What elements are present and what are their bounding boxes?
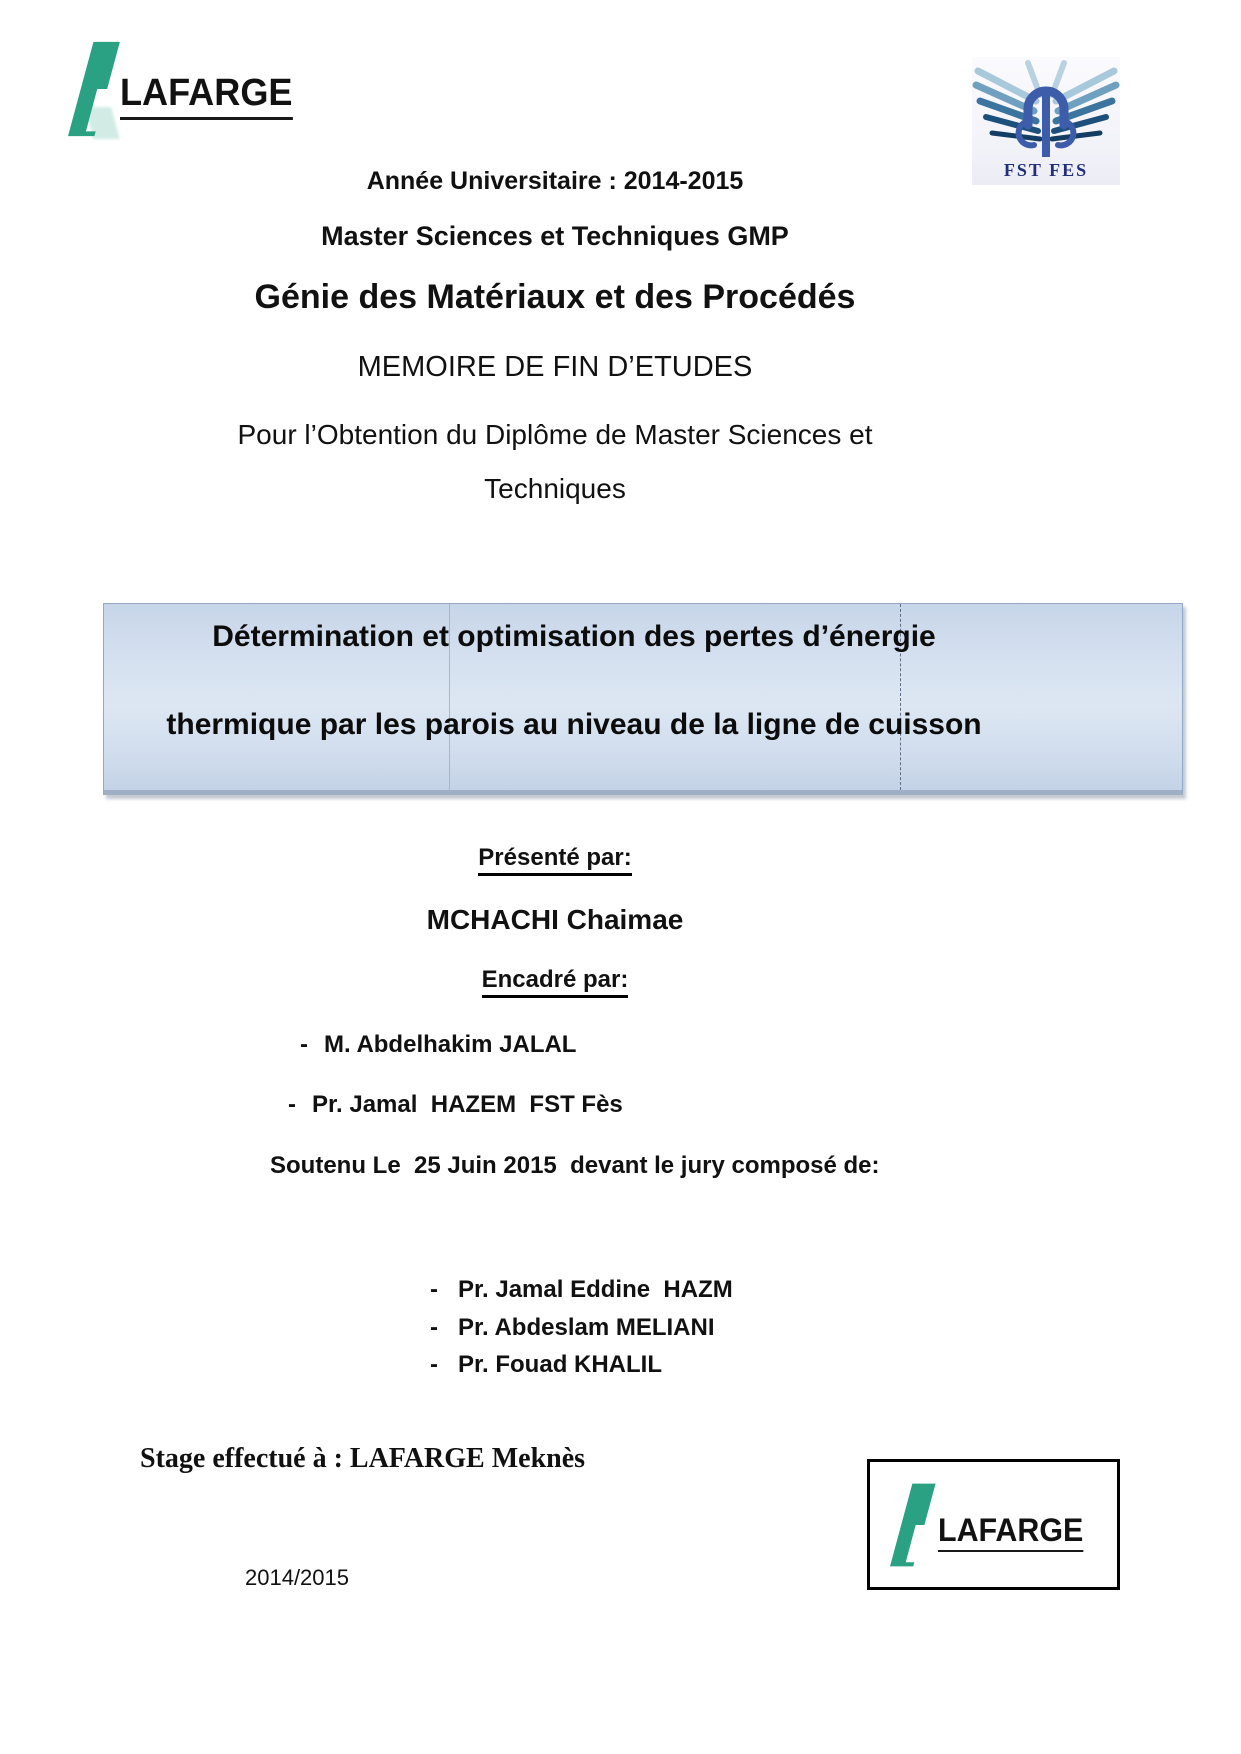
supervised-by-label: Encadré par:: [0, 967, 1110, 998]
supervisor-name: Pr. Jamal HAZEM FST Fès: [312, 1091, 623, 1118]
title-banner: [103, 603, 1183, 795]
dash: -: [300, 1031, 308, 1058]
memoir-title: MEMOIRE DE FIN D’ETUDES: [357, 351, 753, 383]
jury-member: [430, 1276, 733, 1304]
footer-year: 2014/2015: [245, 1565, 349, 1590]
jury-member: [430, 1314, 733, 1342]
presented-by-label: Présenté par:: [0, 845, 1110, 876]
jury-member: [430, 1351, 733, 1379]
lafarge-logo-label: LAFARGE: [938, 1514, 1083, 1552]
defense-date-line: Soutenu Le 25 Juin 2015 devant le jury composé de:: [270, 1152, 880, 1179]
supervisor-item: [300, 1032, 576, 1058]
lafarge-logo-label: LAFARGE: [120, 74, 292, 120]
dash: -: [430, 1313, 438, 1341]
supervisor-name: M. Abdelhakim JALAL: [324, 1031, 577, 1058]
dash: -: [288, 1091, 296, 1118]
fst-logo-label: FST FES: [1003, 160, 1089, 180]
specialty-title: Génie des Matériaux et des Procédés: [254, 278, 856, 316]
fst-fes-logo: [972, 57, 1120, 185]
purpose-line-1: Pour l’Obtention du Diplôme de Master Sciences et: [237, 419, 873, 450]
supervisor-item: [288, 1092, 623, 1118]
program-title: Master Sciences et Techniques GMP: [321, 221, 789, 251]
thesis-title-line1: Détermination et optimisation des pertes d’énergie: [212, 620, 936, 653]
lafarge-logo-box: [867, 1459, 1120, 1590]
thesis-title-line2: thermique par les parois au niveau de la ligne de cuisson: [166, 708, 982, 741]
student-name: MCHACHI Chaimae: [426, 904, 684, 935]
academic-year-title: Année Universitaire : 2014-2015: [366, 167, 744, 195]
purpose-line-2: Techniques: [484, 473, 626, 504]
jury-member-name: Pr. Jamal Eddine HAZM: [458, 1276, 733, 1303]
lafarge-logo: [68, 40, 302, 138]
internship-location: Stage effectué à : LAFARGE Meknès: [140, 1443, 586, 1474]
jury-list: [430, 1276, 733, 1379]
dash: -: [430, 1351, 438, 1379]
dash: -: [430, 1276, 438, 1303]
jury-member-name: Pr. Fouad KHALIL: [458, 1351, 662, 1379]
jury-member-name: Pr. Abdeslam MELIANI: [458, 1313, 715, 1341]
